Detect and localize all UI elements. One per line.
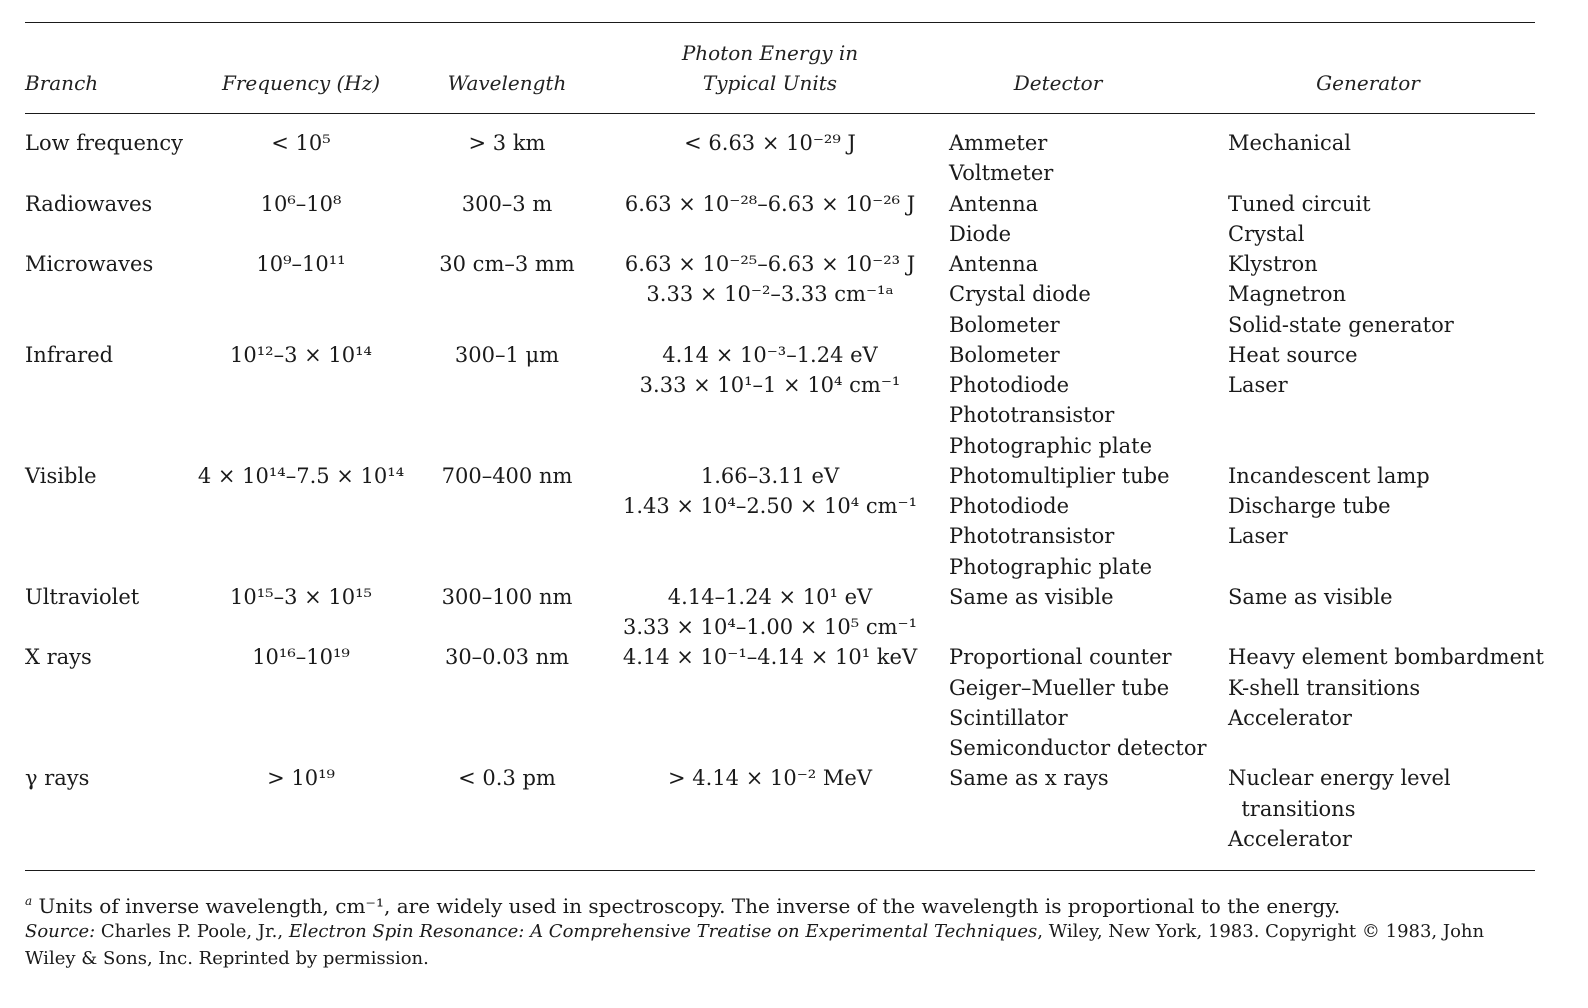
footnote bbox=[25, 886, 1340, 921]
footnote-marker: a bbox=[25, 894, 33, 908]
cell-wavelength: 30–0.03 nm bbox=[444, 645, 570, 670]
cell-energy-line: 4.14 × 10⁻³–1.24 eV bbox=[662, 342, 878, 367]
cell-frequency: 10⁶–10⁸ bbox=[260, 191, 342, 216]
header-frequency: Frequency (Hz) bbox=[221, 71, 381, 95]
cell-generator-line: Laser bbox=[1228, 373, 1288, 397]
cell-frequency: 10¹²–3 × 10¹⁴ bbox=[230, 342, 372, 367]
cell-detector bbox=[949, 340, 1152, 461]
cell-frequency: 4 × 10¹⁴–7.5 × 10¹⁴ bbox=[197, 463, 405, 488]
cell-energy-line: 1.43 × 10⁴–2.50 × 10⁴ cm⁻¹ bbox=[622, 494, 918, 518]
cell-energy bbox=[623, 642, 917, 672]
cell-generator-line: transitions bbox=[1228, 796, 1356, 821]
cell-detector-line: Crystal diode bbox=[949, 282, 1091, 307]
cell-detector-line: Phototransistor bbox=[949, 403, 1115, 428]
cell-detector-line: Photomultiplier tube bbox=[949, 463, 1170, 488]
top-rule bbox=[25, 22, 1535, 23]
cell-frequency: > 10¹⁹ bbox=[267, 766, 335, 791]
header-photon-energy-line-1: Photon Energy in bbox=[681, 41, 859, 65]
cell-branch: X rays bbox=[25, 645, 92, 670]
footnote-text: Units of inverse wavelength, cm⁻¹, are widely used in spectroscopy. The inverse of the wavelength is proportional to the energy. bbox=[38, 894, 1341, 918]
cell-wavelength: 300–3 m bbox=[461, 191, 553, 216]
cell-frequency: 10⁹–10¹¹ bbox=[256, 252, 346, 276]
cell-energy-line: 1.66–3.11 eV bbox=[700, 463, 840, 488]
cell-detector-line: Diode bbox=[949, 221, 1012, 246]
header-photon-energy bbox=[682, 38, 858, 98]
cell-generator-line: Crystal bbox=[1228, 221, 1305, 246]
cell-energy-line: 4.14–1.24 × 10¹ eV bbox=[667, 584, 873, 609]
cell-detector-line: Photodiode bbox=[949, 494, 1070, 518]
cell-branch: γ rays bbox=[25, 766, 90, 791]
cell-detector-line: Photodiode bbox=[949, 373, 1070, 397]
cell-detector bbox=[949, 461, 1170, 582]
cell-branch: Infrared bbox=[25, 342, 114, 367]
cell-generator-line: Solid-state generator bbox=[1228, 312, 1454, 337]
cell-wavelength: 700–400 nm bbox=[441, 463, 573, 488]
cell-generator-line: Incandescent lamp bbox=[1228, 463, 1430, 488]
cell-generator bbox=[1228, 189, 1371, 250]
cell-generator-line: Accelerator bbox=[1228, 705, 1352, 730]
cell-generator-line: Discharge tube bbox=[1228, 494, 1391, 518]
header-generator: Generator bbox=[1316, 71, 1420, 95]
cell-energy-line: 3.33 × 10⁻²–3.33 cm⁻¹ᵃ bbox=[646, 282, 894, 307]
cell-energy-line: 3.33 × 10⁴–1.00 × 10⁵ cm⁻¹ bbox=[622, 615, 918, 639]
cell-generator bbox=[1228, 128, 1351, 158]
cell-detector bbox=[949, 582, 1114, 612]
cell-detector bbox=[949, 642, 1207, 763]
cell-energy bbox=[623, 461, 917, 522]
cell-branch: Microwaves bbox=[25, 252, 154, 276]
cell-energy-line: 6.63 × 10⁻²⁸–6.63 × 10⁻²⁶ J bbox=[624, 191, 916, 216]
cell-generator-line: Heavy element bombardment bbox=[1228, 645, 1544, 670]
cell-energy bbox=[625, 249, 915, 310]
cell-branch: Visible bbox=[25, 463, 97, 488]
cell-detector-line: Bolometer bbox=[949, 312, 1060, 337]
cell-generator bbox=[1228, 642, 1544, 733]
source-label: Source: bbox=[25, 921, 96, 942]
cell-wavelength: > 3 km bbox=[468, 131, 546, 155]
cell-wavelength: 300–1 μm bbox=[454, 342, 560, 367]
cell-detector-line: Antenna bbox=[949, 191, 1039, 216]
source-rest: , Wiley, New York, 1983. Copyright © 1983, John Wiley & Sons, Inc. Reprinted by permission. bbox=[25, 921, 1485, 969]
cell-detector-line: Photographic plate bbox=[949, 554, 1153, 579]
cell-detector-line: Same as x rays bbox=[949, 766, 1109, 791]
cell-detector bbox=[949, 249, 1091, 340]
cell-generator-line: Nuclear energy level bbox=[1228, 766, 1451, 791]
cell-energy bbox=[684, 128, 856, 158]
cell-generator bbox=[1228, 340, 1358, 401]
cell-branch: Low frequency bbox=[25, 131, 184, 155]
cell-detector-line: Same as visible bbox=[949, 584, 1114, 609]
cell-generator bbox=[1228, 763, 1451, 854]
cell-detector-line: Proportional counter bbox=[949, 645, 1172, 670]
cell-generator bbox=[1228, 461, 1430, 552]
cell-energy bbox=[640, 340, 901, 401]
cell-detector-line: Semiconductor detector bbox=[949, 736, 1207, 760]
cell-energy bbox=[625, 189, 915, 219]
cell-wavelength: < 0.3 pm bbox=[458, 766, 556, 791]
cell-energy bbox=[623, 582, 917, 643]
cell-generator-line: Magnetron bbox=[1228, 282, 1347, 307]
cell-frequency: 10¹⁵–3 × 10¹⁵ bbox=[230, 584, 372, 609]
cell-generator-line: Laser bbox=[1228, 524, 1288, 549]
cell-generator bbox=[1228, 582, 1393, 612]
cell-generator-line: Mechanical bbox=[1228, 131, 1351, 155]
cell-energy-line: 3.33 × 10¹–1 × 10⁴ cm⁻¹ bbox=[639, 373, 901, 397]
source-book-title: Electron Spin Resonance: A Comprehensive Treatise on Experimental Techniques bbox=[288, 921, 1038, 942]
cell-wavelength: 30 cm–3 mm bbox=[439, 252, 575, 276]
cell-detector-line: Scintillator bbox=[949, 705, 1068, 730]
cell-generator-line: Same as visible bbox=[1228, 584, 1393, 609]
bottom-rule bbox=[25, 870, 1535, 871]
cell-detector bbox=[949, 763, 1109, 793]
cell-branch: Radiowaves bbox=[25, 191, 153, 216]
cell-branch: Ultraviolet bbox=[25, 584, 140, 609]
source-author: Charles P. Poole, Jr., bbox=[100, 921, 284, 942]
cell-detector-line: Geiger–Mueller tube bbox=[949, 675, 1170, 700]
cell-energy bbox=[668, 763, 872, 793]
cell-detector-line: Voltmeter bbox=[949, 161, 1054, 186]
cell-energy-line: > 4.14 × 10⁻² MeV bbox=[668, 766, 872, 791]
cell-wavelength: 300–100 nm bbox=[441, 584, 573, 609]
cell-detector bbox=[949, 128, 1053, 189]
cell-frequency: 10¹⁶–10¹⁹ bbox=[252, 645, 350, 670]
cell-detector-line: Phototransistor bbox=[949, 524, 1115, 549]
header-branch: Branch bbox=[25, 71, 99, 95]
cell-generator bbox=[1228, 249, 1454, 340]
cell-generator-line: Heat source bbox=[1228, 342, 1358, 367]
cell-frequency: < 10⁵ bbox=[271, 131, 331, 155]
cell-detector-line: Bolometer bbox=[949, 342, 1060, 367]
cell-detector-line: Ammeter bbox=[949, 131, 1048, 155]
cell-energy-line: < 6.63 × 10⁻²⁹ J bbox=[684, 131, 856, 155]
cell-generator-line: Klystron bbox=[1228, 252, 1318, 276]
header-photon-energy-line-2: Typical Units bbox=[702, 71, 838, 95]
header-detector: Detector bbox=[1013, 71, 1103, 95]
cell-detector-line: Photographic plate bbox=[949, 433, 1153, 458]
source-citation bbox=[25, 918, 1540, 972]
cell-generator-line: K-shell transitions bbox=[1228, 675, 1421, 700]
cell-energy-line: 4.14 × 10⁻¹–4.14 × 10¹ keV bbox=[622, 645, 918, 670]
header-rule bbox=[25, 113, 1535, 114]
cell-detector bbox=[949, 189, 1038, 250]
cell-generator-line: Accelerator bbox=[1228, 826, 1352, 851]
cell-energy-line: 6.63 × 10⁻²⁵–6.63 × 10⁻²³ J bbox=[624, 252, 916, 276]
cell-detector-line: Antenna bbox=[949, 252, 1039, 276]
cell-generator-line: Tuned circuit bbox=[1228, 191, 1371, 216]
header-wavelength: Wavelength bbox=[447, 71, 567, 95]
